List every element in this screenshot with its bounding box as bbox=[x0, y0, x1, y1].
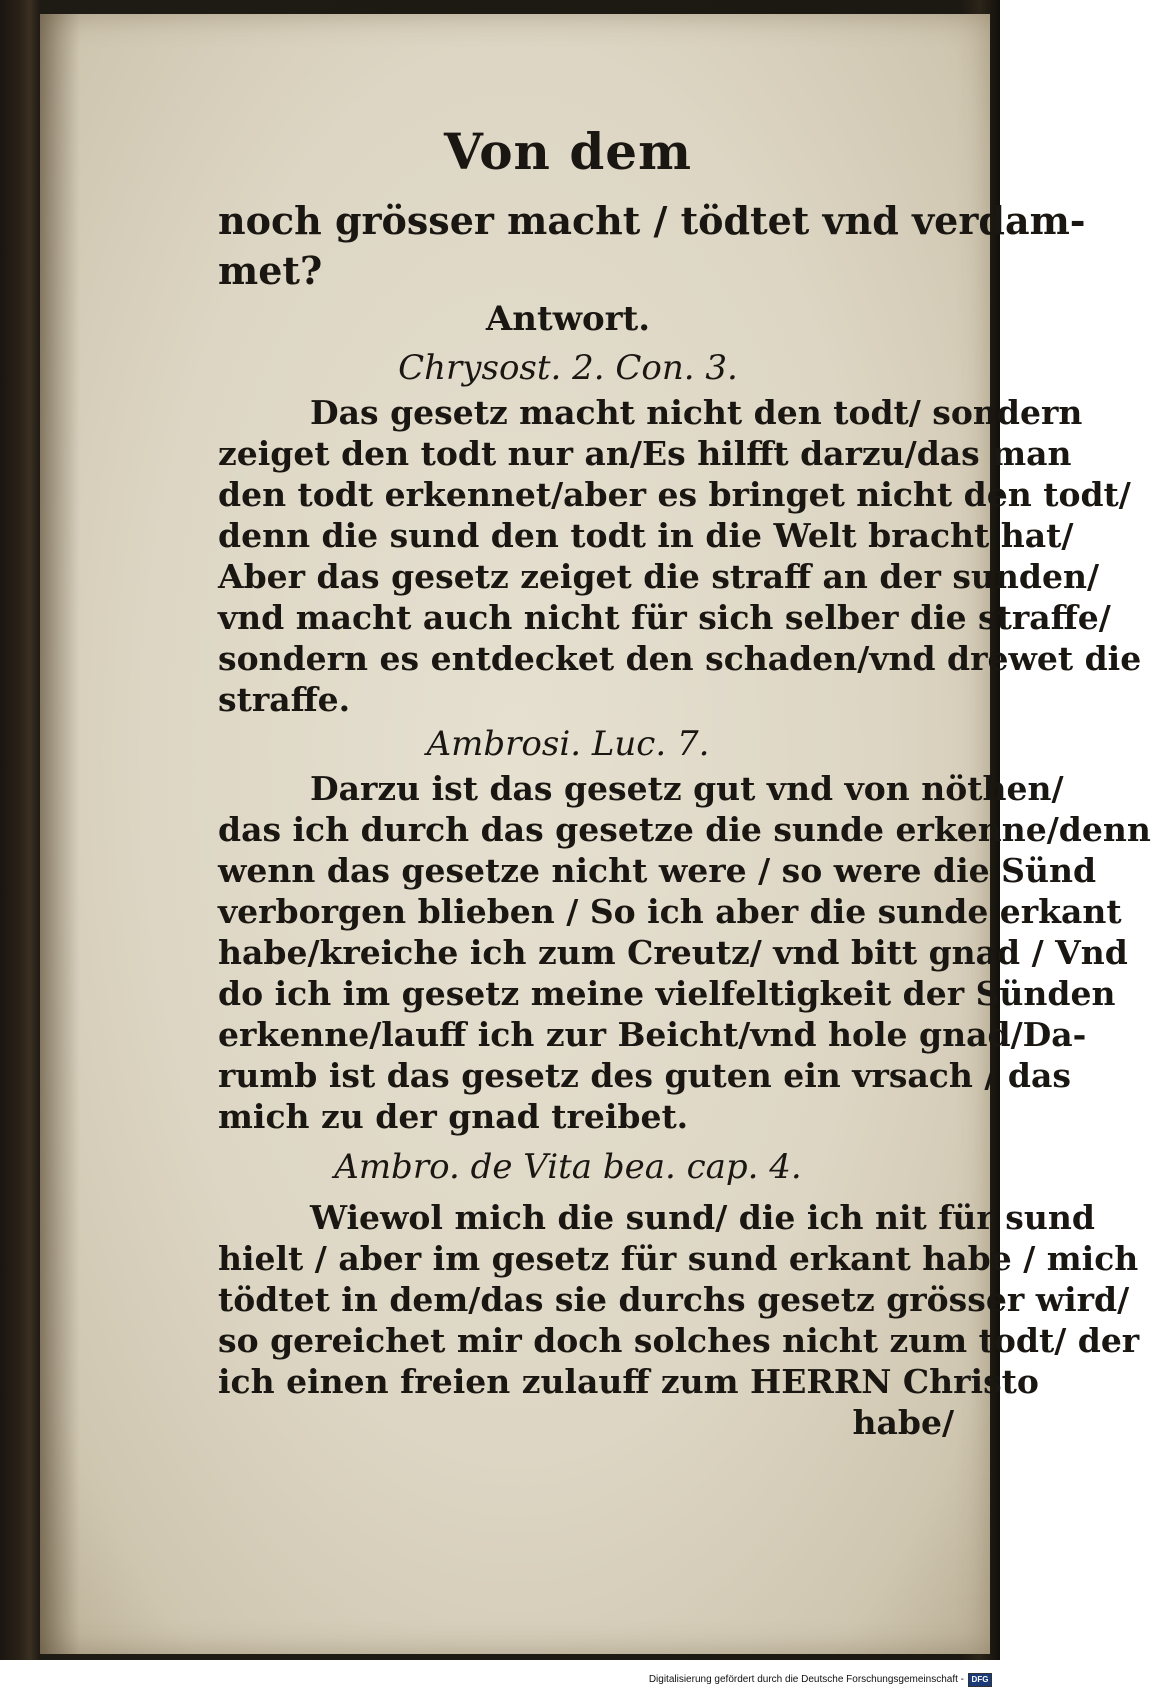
text-line: mich zu der gnad treibet. bbox=[218, 1097, 689, 1136]
text-line: wenn das gesetze nicht were / so were die Sünd bbox=[218, 851, 1097, 890]
text-line: den todt erkennet/aber es bringet nicht den todt/ bbox=[218, 475, 1131, 514]
citation-ambrosius-vita: Ambro. de Vita bea. cap. 4. bbox=[334, 1147, 802, 1187]
citation-ambrosius-luc: Ambrosi. Luc. 7. bbox=[426, 724, 710, 764]
answer-heading: Antwort. bbox=[485, 299, 651, 339]
text-line: Das gesetz macht nicht den todt/ sondern bbox=[310, 393, 1083, 432]
text-line: das ich durch das gesetze die sunde erkenne/denn bbox=[218, 810, 1151, 849]
text-line: Aber das gesetz zeiget die straff an der sunden/ bbox=[218, 557, 1100, 596]
text-line: Wiewol mich die sund/ die ich nit für sund bbox=[310, 1198, 1095, 1237]
text-line: ich einen freien zulauff zum HERRN Christo bbox=[218, 1362, 1039, 1401]
text-line: sondern es entdecket den schaden/vnd drewet die bbox=[218, 639, 1142, 678]
citation-chrysostom: Chrysost. 2. Con. 3. bbox=[398, 348, 738, 388]
running-head: Von dem bbox=[444, 122, 692, 181]
text-line: erkenne/lauff ich zur Beicht/vnd hole gnad/Da- bbox=[218, 1015, 1087, 1054]
text-line: verborgen blieben / So ich aber die sunde erkant bbox=[218, 892, 1122, 931]
digitization-credit bbox=[649, 1671, 992, 1689]
catchword: habe/ bbox=[852, 1403, 954, 1442]
gutter-shadow bbox=[40, 14, 80, 1654]
text-line: tödtet in dem/das sie durchs gesetz grösser wird/ bbox=[218, 1280, 1130, 1319]
text-line: Darzu ist das gesetz gut vnd von nöthen/ bbox=[310, 769, 1064, 808]
text-line: rumb ist das gesetz des guten ein vrsach / das bbox=[218, 1056, 1071, 1095]
text-line: do ich im gesetz meine vielfeltigkeit der Sünden bbox=[218, 974, 1116, 1013]
page-text bbox=[218, 118, 1151, 1443]
text-line: zeiget den todt nur an/Es hilfft darzu/das man bbox=[218, 434, 1072, 473]
text-line: so gereichet mir doch solches nicht zum todt/ der bbox=[218, 1321, 1140, 1360]
text-line: vnd macht auch nicht für sich selber die straffe/ bbox=[218, 598, 1111, 637]
credit-text: Digitalisierung gefördert durch die Deutsche Forschungsgemeinschaft - bbox=[648, 1674, 964, 1685]
text-line: noch grösser macht / tödtet vnd verdam- bbox=[218, 198, 1086, 243]
dfg-logo: DFG bbox=[968, 1673, 992, 1687]
text-line: hielt / aber im gesetz für sund erkant habe / mich bbox=[218, 1239, 1139, 1278]
text-line: denn die sund den todt in die Welt bracht hat/ bbox=[218, 516, 1074, 555]
text-line: straffe. bbox=[218, 680, 351, 719]
text-line: habe/kreiche ich zum Creutz/ vnd bitt gnad / Vnd bbox=[218, 933, 1128, 972]
text-line: met? bbox=[218, 248, 323, 293]
